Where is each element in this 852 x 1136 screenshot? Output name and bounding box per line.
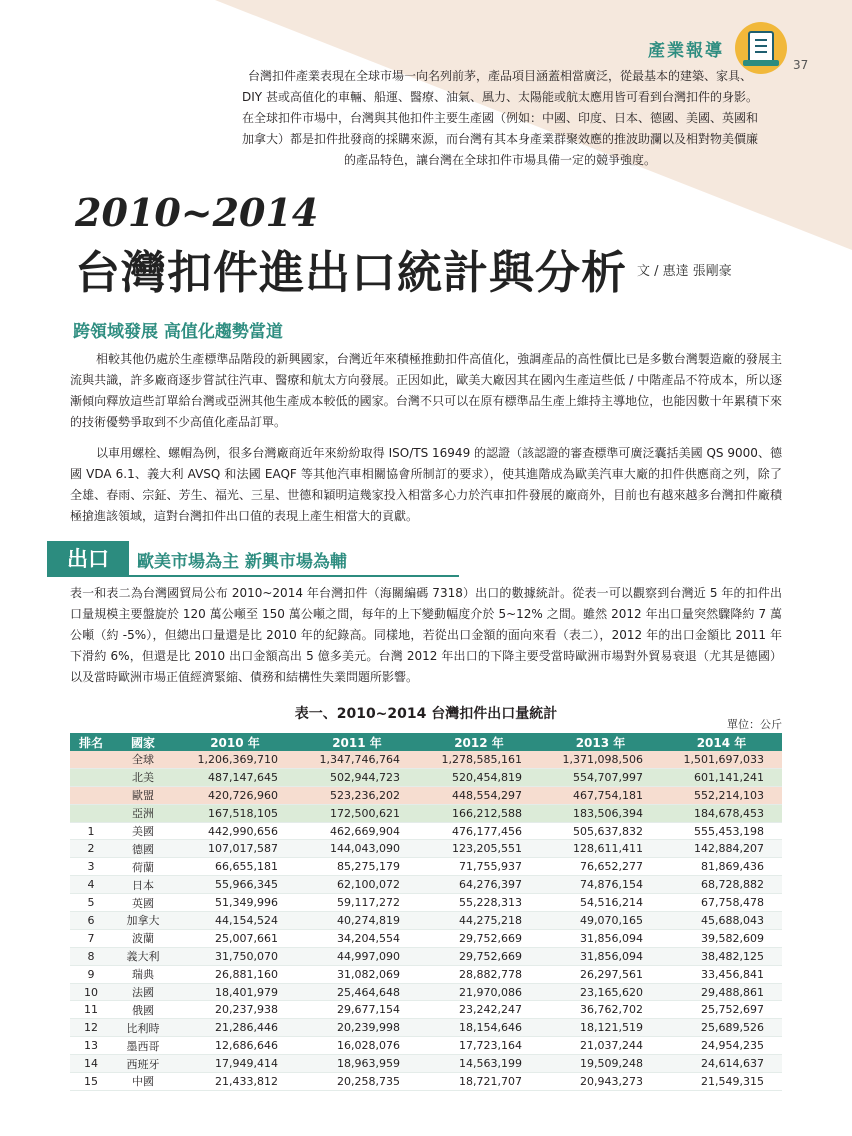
value-cell: 1,501,697,033 [661,751,782,768]
section-underline [129,575,459,577]
rank-cell: 7 [70,929,112,947]
value-cell: 51,349,996 [174,894,296,912]
value-cell: 21,970,086 [418,983,540,1001]
country-cell: 墨西哥 [112,1037,174,1055]
value-cell: 19,509,248 [540,1055,661,1073]
value-cell: 166,212,588 [418,804,540,822]
value-cell: 487,147,645 [174,768,296,786]
rank-cell: 4 [70,876,112,894]
value-cell: 23,242,247 [418,1001,540,1019]
country-cell: 法國 [112,983,174,1001]
rank-cell [70,751,112,768]
value-cell: 29,677,154 [296,1001,418,1019]
value-cell: 40,274,819 [296,912,418,930]
value-cell: 12,686,646 [174,1037,296,1055]
table-row [70,1001,782,1019]
table-row [70,786,782,804]
value-cell: 64,276,397 [418,876,540,894]
rank-cell: 8 [70,947,112,965]
export-volume-table [70,733,782,1091]
rank-cell: 5 [70,894,112,912]
country-cell: 德國 [112,840,174,858]
newspaper-icon-line [755,51,767,53]
table-row [70,1037,782,1055]
country-cell: 美國 [112,822,174,840]
value-cell: 44,154,524 [174,912,296,930]
value-cell: 59,117,272 [296,894,418,912]
country-cell: 英國 [112,894,174,912]
table-body [70,751,782,1090]
rank-cell [70,786,112,804]
value-cell: 67,758,478 [661,894,782,912]
value-cell: 29,752,669 [418,929,540,947]
value-cell: 20,943,273 [540,1073,661,1091]
value-cell: 20,258,735 [296,1073,418,1091]
value-cell: 36,762,702 [540,1001,661,1019]
value-cell: 23,165,620 [540,983,661,1001]
newspaper-icon-line [755,39,767,41]
value-cell: 21,433,812 [174,1073,296,1091]
table-row [70,822,782,840]
value-cell: 54,516,214 [540,894,661,912]
value-cell: 66,655,181 [174,858,296,876]
column-header: 排名 [70,733,112,751]
value-cell: 26,297,561 [540,965,661,983]
value-cell: 442,990,656 [174,822,296,840]
value-cell: 34,204,554 [296,929,418,947]
value-cell: 85,275,179 [296,858,418,876]
value-cell: 18,121,519 [540,1019,661,1037]
value-cell: 17,723,164 [418,1037,540,1055]
country-cell: 波蘭 [112,929,174,947]
country-cell: 中國 [112,1073,174,1091]
value-cell: 31,750,070 [174,947,296,965]
country-cell: 俄國 [112,1001,174,1019]
value-cell: 29,488,861 [661,983,782,1001]
newspaper-icon-sheet [748,31,774,63]
value-cell: 31,856,094 [540,947,661,965]
page-number: 37 [793,58,809,72]
table-row [70,1019,782,1037]
value-cell: 18,401,979 [174,983,296,1001]
value-cell: 21,549,315 [661,1073,782,1091]
value-cell: 523,236,202 [296,786,418,804]
value-cell: 68,728,882 [661,876,782,894]
value-cell: 144,043,090 [296,840,418,858]
table-caption: 表一、2010~2014 台灣扣件出口量統計 [294,706,558,722]
value-cell: 28,882,778 [418,965,540,983]
value-cell: 18,154,646 [418,1019,540,1037]
rank-cell [70,804,112,822]
page-title: 台灣扣件進出口統計與分析 [75,246,628,299]
export-section-header [47,541,827,577]
value-cell: 1,206,369,710 [174,751,296,768]
value-cell: 31,082,069 [296,965,418,983]
country-cell: 北美 [112,768,174,786]
rank-cell: 11 [70,1001,112,1019]
country-cell: 比利時 [112,1019,174,1037]
value-cell: 18,721,707 [418,1073,540,1091]
value-cell: 167,518,105 [174,804,296,822]
value-cell: 44,275,218 [418,912,540,930]
column-header: 國家 [112,733,174,751]
value-cell: 74,876,154 [540,876,661,894]
table-row [70,1073,782,1091]
value-cell: 55,228,313 [418,894,540,912]
value-cell: 44,997,090 [296,947,418,965]
value-cell: 33,456,841 [661,965,782,983]
value-cell: 1,278,585,161 [418,751,540,768]
value-cell: 25,007,661 [174,929,296,947]
value-cell: 505,637,832 [540,822,661,840]
value-cell: 555,453,198 [661,822,782,840]
country-cell: 西班牙 [112,1055,174,1073]
value-cell: 39,582,609 [661,929,782,947]
value-cell: 26,881,160 [174,965,296,983]
value-cell: 142,884,207 [661,840,782,858]
table-row [70,876,782,894]
value-cell: 24,614,637 [661,1055,782,1073]
country-cell: 義大利 [112,947,174,965]
table-row [70,983,782,1001]
country-cell: 瑞典 [112,965,174,983]
section-tag: 產業報導 [648,41,724,61]
country-cell: 亞洲 [112,804,174,822]
author-credit: 文 / 惠達 張剛豪 [637,264,732,279]
rank-cell [70,768,112,786]
value-cell: 1,371,098,506 [540,751,661,768]
table-row [70,965,782,983]
paragraph: 以車用螺栓、螺帽為例，很多台灣廠商近年來紛紛取得 ISO/TS 16949 的認證（該認證的審查標準可廣泛囊括美國 QS 9000、德國 VDA 6.1、義大利 AVSQ 和法國 EAQF 等其他汽車相關協會所制訂的要求），使其進階成為歐美汽車大廠的扣件供應商之列，除了全雄、春雨、宗鉦、芳生、福光、三星、世德和穎明這幾家投入相當多心力於汽車扣件發展的廠商外，目前也有越來越多台灣扣件廠積極搶進該領域，這對台灣扣件出口值的表現上產生相當大的貢獻。 [70,446,782,523]
value-cell: 55,966,345 [174,876,296,894]
column-header: 2010 年 [174,733,296,751]
value-cell: 1,347,746,764 [296,751,418,768]
value-cell: 18,963,959 [296,1055,418,1073]
value-cell: 123,205,551 [418,840,540,858]
country-cell: 歐盟 [112,786,174,804]
column-header: 2012 年 [418,733,540,751]
value-cell: 71,755,937 [418,858,540,876]
rank-cell: 3 [70,858,112,876]
value-cell: 20,237,938 [174,1001,296,1019]
paragraph: 表一和表二為台灣國貿局公布 2010~2014 年台灣扣件（海關編碼 7318）出口的數據統計。從表一可以觀察到台灣近 5 年的扣件出口量規模主要盤旋於 120 萬公噸至 150 萬公噸之間，每年的上下變動幅度介於 5~12% 之間。雖然 2012 年出口量突然驟降約 7 萬公噸（約 -5%），但總出口量還是比 2010 年的紀錄高。同樣地，若從出口金額的面向來看（表二），2012 年的出口金額比 2011 年下滑約 6%，但還是比 2010 出口金額高出 5 億多美元。台灣 2012 年出口的下降主要受當時歐洲市場對外貿易衰退（尤其是德國）以及當時歐洲市場正值經濟緊縮、債務和結構性失業問題所影響。 [70,586,782,684]
table-unit: 單位：公斤 [727,718,782,731]
value-cell: 107,017,587 [174,840,296,858]
table-row [70,894,782,912]
value-cell: 172,500,621 [296,804,418,822]
table-row [70,751,782,768]
rank-cell: 14 [70,1055,112,1073]
value-cell: 24,954,235 [661,1037,782,1055]
value-cell: 420,726,960 [174,786,296,804]
table-row [70,768,782,786]
value-cell: 476,177,456 [418,822,540,840]
country-cell: 全球 [112,751,174,768]
section-heading: 歐美市場為主 新興市場為輔 [137,552,347,572]
table-row [70,1055,782,1073]
table-row [70,840,782,858]
country-cell: 日本 [112,876,174,894]
rank-cell: 13 [70,1037,112,1055]
value-cell: 448,554,297 [418,786,540,804]
value-cell: 520,454,819 [418,768,540,786]
rank-cell: 15 [70,1073,112,1091]
value-cell: 62,100,072 [296,876,418,894]
table-row [70,912,782,930]
value-cell: 552,214,103 [661,786,782,804]
value-cell: 81,869,436 [661,858,782,876]
value-cell: 601,141,241 [661,768,782,786]
rank-cell: 6 [70,912,112,930]
rank-cell: 2 [70,840,112,858]
column-header: 2013 年 [540,733,661,751]
value-cell: 467,754,181 [540,786,661,804]
table-row [70,947,782,965]
value-cell: 502,944,723 [296,768,418,786]
rank-cell: 9 [70,965,112,983]
paragraph: 相較其他仍處於生產標準品階段的新興國家，台灣近年來積極推動扣件高值化，強調產品的高性價比已是多數台灣製造廠的發展主流與共識，許多廠商逐步嘗試往汽車、醫療和航太方向發展。正因如此，歐美大廠因其在國內生產這些低 / 中階產品不符成本，所以逐漸傾向釋放這些訂單給台灣或亞洲其他生產成本較低的國家。台灣不只可以在原有標準品生產上維持主導地位，也能因數十年累積下來的技術優勢爭取到不少高值化產品訂單。 [70,352,782,429]
value-cell: 25,689,526 [661,1019,782,1037]
section-label-tag: 出口 [47,541,129,577]
value-cell: 25,464,648 [296,983,418,1001]
value-cell: 462,669,904 [296,822,418,840]
value-cell: 25,752,697 [661,1001,782,1019]
value-cell: 38,482,125 [661,947,782,965]
value-cell: 128,611,411 [540,840,661,858]
value-cell: 21,037,244 [540,1037,661,1055]
value-cell: 554,707,997 [540,768,661,786]
value-cell: 29,752,669 [418,947,540,965]
value-cell: 49,070,165 [540,912,661,930]
table-row [70,804,782,822]
table-row [70,929,782,947]
value-cell: 16,028,076 [296,1037,418,1055]
value-cell: 184,678,453 [661,804,782,822]
value-cell: 45,688,043 [661,912,782,930]
country-cell: 加拿大 [112,912,174,930]
title-years: 2010~2014 [75,190,319,235]
table-header-row [70,733,782,751]
rank-cell: 10 [70,983,112,1001]
value-cell: 76,652,277 [540,858,661,876]
section-heading: 跨領域發展 高值化趨勢當道 [73,322,283,342]
intro-text: 台灣扣件產業表現在全球市場一向名列前茅，產品項目涵蓋相當廣泛，從最基本的建築、家具、DIY 甚或高值化的車輛、船運、醫療、油氣、風力、太陽能或航太應用皆可看到台灣扣件的身影。在全球扣件市場中，台灣與其他扣件主要生產國（例如：中國、印度、日本、德國、美國、英國和加拿大）都是扣件批發商的採購來源，而台灣有其本身產業群聚效應的推波助瀾以及相對物美價廉的產品特色，讓台灣在全球扣件市場具備一定的競爭強度。 [241,69,758,167]
value-cell: 20,239,998 [296,1019,418,1037]
value-cell: 21,286,446 [174,1019,296,1037]
value-cell: 183,506,394 [540,804,661,822]
value-cell: 14,563,199 [418,1055,540,1073]
rank-cell: 12 [70,1019,112,1037]
value-cell: 31,856,094 [540,929,661,947]
newspaper-icon-line [755,45,767,47]
column-header: 2011 年 [296,733,418,751]
country-cell: 荷蘭 [112,858,174,876]
column-header: 2014 年 [661,733,782,751]
rank-cell: 1 [70,822,112,840]
table-row [70,858,782,876]
value-cell: 17,949,414 [174,1055,296,1073]
